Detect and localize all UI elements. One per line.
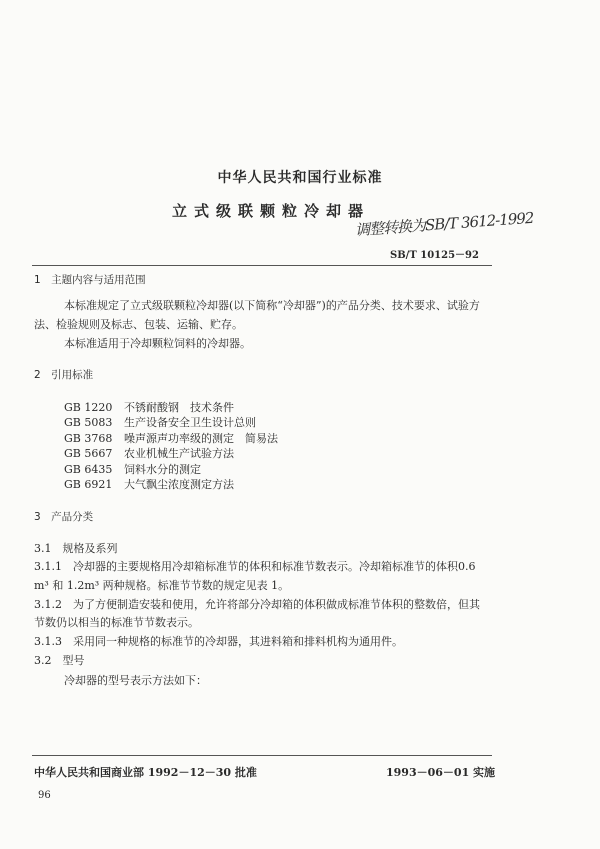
ref-code: GB 3768 (64, 432, 113, 445)
page-number: 96 (38, 790, 51, 801)
ref-code: GB 5667 (64, 447, 113, 460)
subsection-heading: 3.2 型号 (34, 654, 85, 667)
paragraph-line: 3.1.3 采用同一种规格的标准节的冷却器，其进料箱和排料机构为通用件。 (34, 635, 403, 648)
section-heading: 2 引用标准 (34, 369, 94, 381)
footer-divider (32, 755, 492, 756)
paragraph-line: 法、检验规则及标志、包装、运输、贮存。 (34, 318, 243, 331)
ref-title: 农业机械生产试验方法 (124, 447, 234, 460)
section-heading: 1 主题内容与适用范围 (34, 274, 146, 286)
paragraph-line: 冷却器的型号表示方法如下： (64, 674, 207, 687)
ref-title: 不锈耐酸钢 技术条件 (124, 401, 234, 414)
standard-name: 立式级联颗粒冷却器 (172, 202, 371, 220)
approval-text: 中华人民共和国商业部 1992－12－30 批准 (34, 766, 257, 779)
paragraph-line: 本标准规定了立式级联颗粒冷却器(以下简称“冷却器”)的产品分类、技术要求、试验方 (64, 299, 480, 312)
ref-code: GB 6921 (64, 478, 113, 491)
paragraph-line: 节数仍以相当的标准节节数表示。 (34, 616, 199, 629)
ref-title: 生产设备安全卫生设计总则 (124, 416, 256, 429)
handwritten-note: 调整转换为SB/T 3612-1992 (354, 208, 534, 240)
ref-code: GB 6435 (64, 463, 113, 476)
standard-code: SB/T 10125－92 (390, 250, 479, 261)
paragraph-line: 3.1.2 为了方便制造安装和使用，允许将部分冷却箱的体积做成标准节体积的整数倍，但其 (34, 598, 480, 611)
ref-title: 饲料水分的测定 (124, 463, 201, 476)
implementation-text: 1993－06－01 实施 (386, 766, 496, 779)
subsection-heading: 3.1 规格及系列 (34, 542, 118, 555)
paragraph-line: 本标准适用于冷却颗粒饲料的冷却器。 (64, 337, 251, 350)
ref-code: GB 1220 (64, 401, 113, 414)
paragraph-line: 3.1.1 冷却器的主要规格用冷却箱标准节的体积和标准节数表示。冷却箱标准节的体积0.6 (34, 560, 476, 573)
ref-title: 噪声源声功率级的测定 简易法 (124, 432, 278, 445)
section-heading: 3 产品分类 (34, 511, 94, 523)
header-divider (32, 265, 492, 266)
ref-title: 大气飘尘浓度测定方法 (124, 478, 234, 491)
paragraph-line: m³ 和 1.2m³ 两种规格。标准节节数的规定见表 1。 (34, 579, 290, 592)
document-title: 中华人民共和国行业标准 (217, 170, 383, 186)
ref-code: GB 5083 (64, 416, 113, 429)
